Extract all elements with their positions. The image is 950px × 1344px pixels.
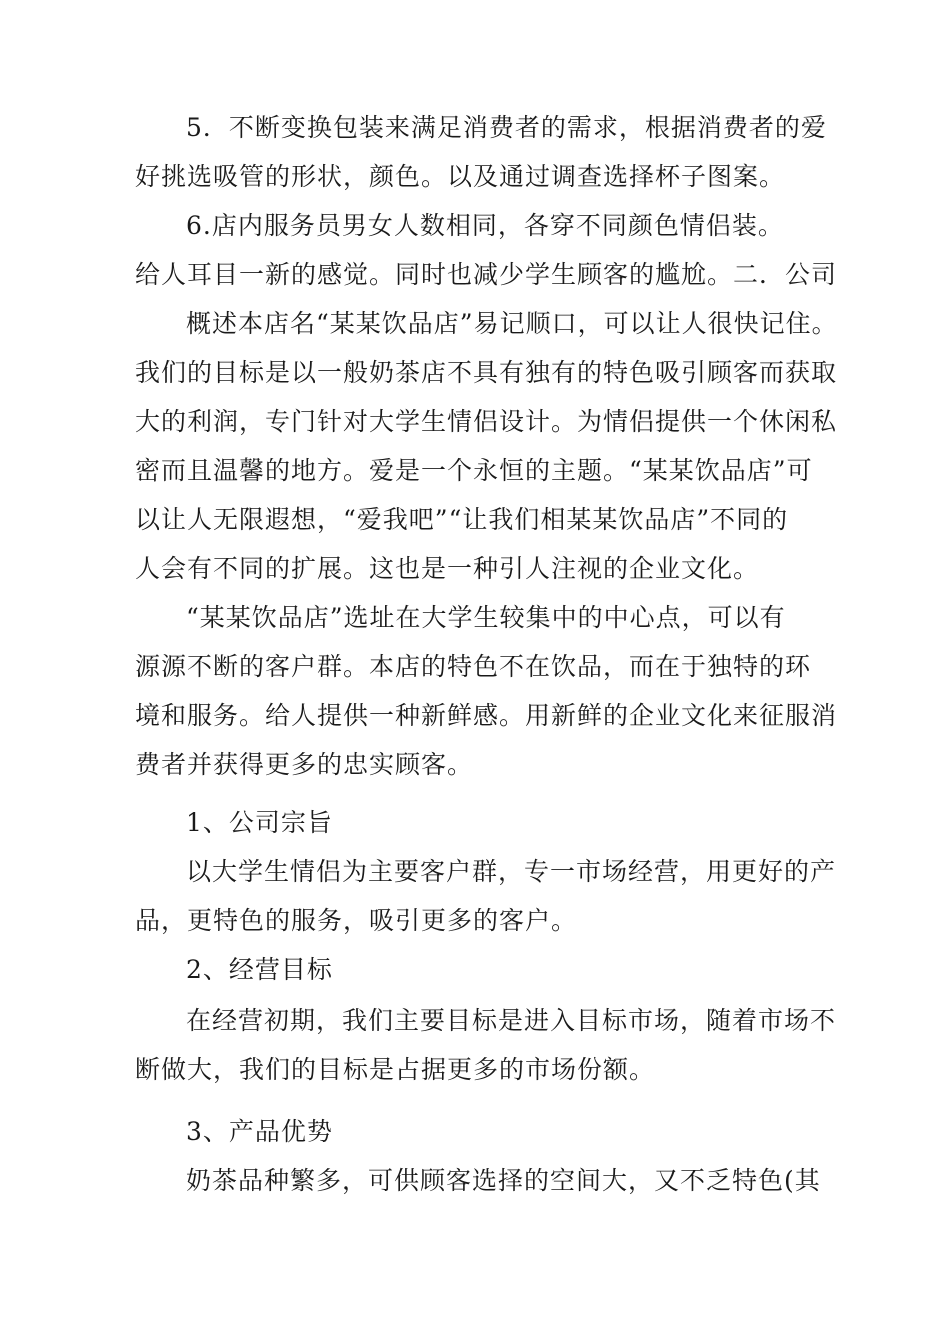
text-line: 给人耳目一新的感觉。同时也减少学生顾客的尴尬。二．公司 — [135, 260, 838, 289]
text-line: 大的利润，专门针对大学生情侣设计。为情侣提供一个休闲私 — [135, 407, 838, 436]
text-line: 在经营初期，我们主要目标是进入目标市场，随着市场不 — [186, 1006, 837, 1035]
text-line: 我们的目标是以一般奶茶店不具有独有的特色吸引顾客而获取 — [135, 358, 838, 387]
text-line: 以让人无限遐想，“爱我吧”“让我们相某某饮品店”不同的 — [135, 505, 789, 534]
section-heading: 2、经营目标 — [186, 955, 333, 984]
text-line: 源源不断的客户群。本店的特色不在饮品，而在于独特的环 — [135, 652, 812, 681]
text-line: 6.店内服务员男女人数相同，各穿不同颜色情侣装。 — [186, 211, 784, 240]
text-line: 品，更特色的服务，吸引更多的客户。 — [135, 906, 578, 935]
text-line: 奶茶品种繁多，可供顾客选择的空间大，又不乏特色(其 — [186, 1166, 821, 1195]
text-line: 密而且温馨的地方。爱是一个永恒的主题。“某某饮品店”可 — [135, 456, 813, 485]
text-line: 境和服务。给人提供一种新鲜感。用新鲜的企业文化来征服消 — [135, 701, 838, 730]
text-line: 5．不断变换包装来满足消费者的需求，根据消费者的爱 — [186, 113, 827, 142]
text-line: 好挑选吸管的形状，颜色。以及通过调查选择杯子图案。 — [135, 162, 786, 191]
section-heading: 3、产品优势 — [186, 1117, 333, 1146]
section-heading: 1、公司宗旨 — [186, 808, 333, 837]
text-line: 费者并获得更多的忠实顾客。 — [135, 750, 474, 779]
text-line: 概述本店名“某某饮品店”易记顺口，可以让人很快记住。 — [186, 309, 838, 338]
text-line: 以大学生情侣为主要客户群，专一市场经营，用更好的产 — [186, 857, 837, 886]
text-line: 断做大，我们的目标是占据更多的市场份额。 — [135, 1055, 656, 1084]
text-line: “某某饮品店”选址在大学生较集中的中心点，可以有 — [186, 603, 786, 632]
text-line: 人会有不同的扩展。这也是一种引人注视的企业文化。 — [135, 554, 760, 583]
